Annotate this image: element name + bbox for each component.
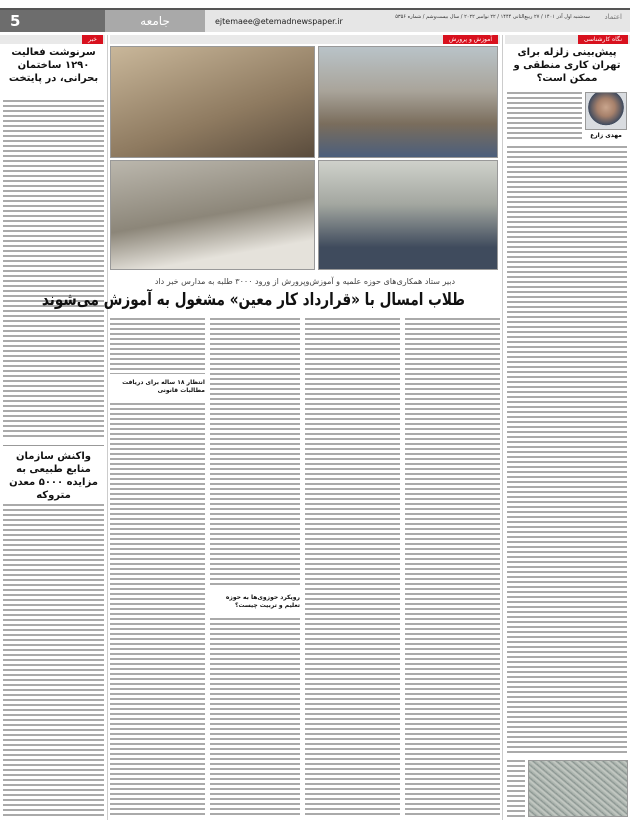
main-kicker: دبیر ستاد همکاری‌های حوزه علمیه و آموزش‌وپرورش از ورود ۳۰۰۰ طلبه به مدارس خبر داد [154,277,456,286]
section-bar-right [505,35,630,44]
right-headline: پیش‌بینی زلزله برای تهران کاری منطقی و ممکن است؟ [513,47,621,84]
author-name: مهدی زارع [590,132,622,139]
main-body-col-2 [305,318,400,816]
section-name: جامعه [105,10,205,32]
photo-earthquake-aerial [528,760,628,817]
section-tag-education: آموزش و پرورش [443,35,498,44]
left-headline-1: سرنوشت فعالیت ۱۲۹۰ ساختمان بحرانی، در پایتخت [8,47,99,84]
photo-classroom-cleric [318,160,498,270]
main-body-col-1 [405,318,500,816]
section-tag-expert: نگاه کارشناسی [578,35,628,44]
right-body-a [507,92,582,142]
divider-left [107,35,108,820]
main-body-col-4b [110,403,205,816]
section-bar-left [0,35,105,44]
date-line: سه‌شنبه اول آذر ۱۴۰۱ / ۲۷ ربیع‌الثانی ۱۴۴۴ / ۲۲ نوامبر ۲۰۲۲ / سال بیست‌وشم / شماره ۵۳۵۶ [395,14,590,20]
left-body-2 [3,504,104,816]
section-bar-center [110,35,500,44]
section-tag-news: خبر [82,35,103,44]
page-number: 5 [0,10,105,32]
main-body-col-4a [110,318,205,374]
author-photo [585,92,627,130]
main-headline: طلاب امسال با «قرارداد کار معین» مشغول به آموزش می‌شوند [41,290,465,310]
photo-outdoor-students [318,46,498,158]
email-link[interactable]: ejtemaee@etemadnewspaper.ir [205,10,630,32]
main-body-col-3a [210,318,300,588]
photo-cleric-desk [110,160,315,270]
main-body-col-3b [210,618,300,816]
left-headline-2: واکنش سازمان منابع طبیعی به مزایده ۵۰۰۰ معدن متروکه [9,451,98,501]
right-body-b [507,146,627,756]
divider-right [502,35,503,820]
photo-classroom-teacher [110,46,315,158]
right-body-c [507,760,525,817]
subhead-18-year-wait: انتظار ۱۸ ساله برای دریافت مطالبات قانونی [122,379,205,394]
newspaper-logo: اعتماد [604,13,622,21]
left-body-1 [3,100,104,440]
left-divider [3,445,104,446]
subhead-seminary-approach: رویکرد حوزوی‌ها به حوزه تعلیم و تربیت چیست؟ [225,594,300,609]
